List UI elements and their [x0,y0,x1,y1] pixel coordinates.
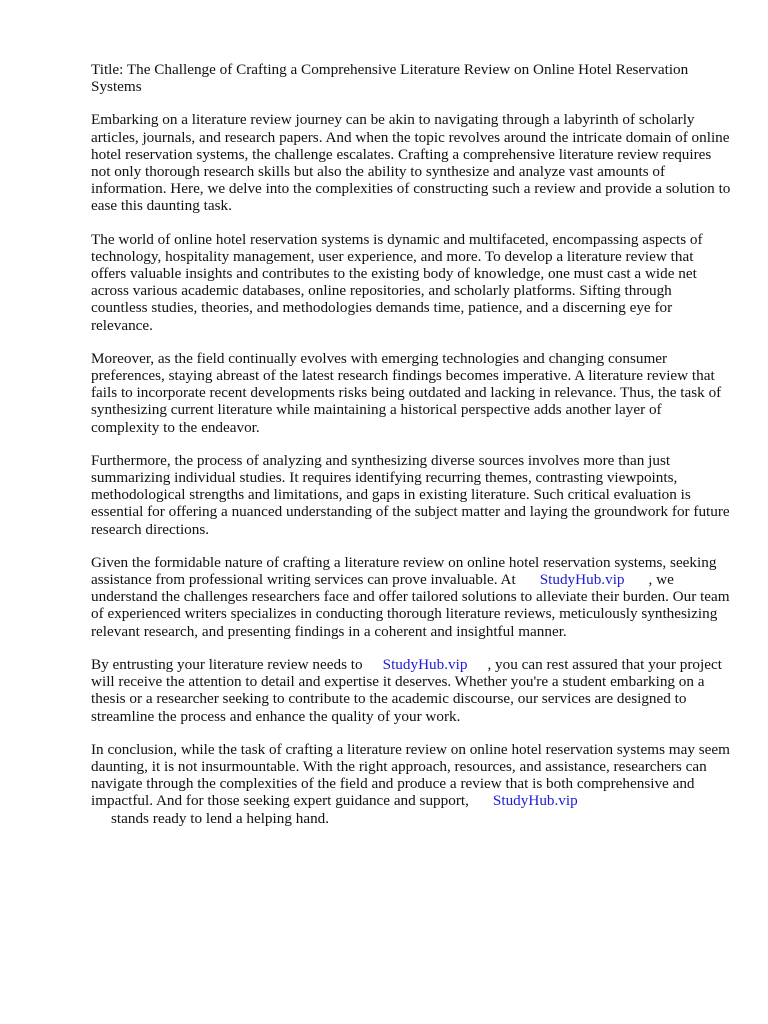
paragraph-assistance-text-start: Given the formidable nature of crafting a literature review on online hotel reservation systems, seeking assistance from professional writing services can prove invaluable. At [91,553,717,589]
paragraph-conclusion-text-start: In conclusion, while the task of crafting a literature review on online hotel reservation systems may seem daunting, it is not insurmountable. With the right approach, resources, and assistance, researchers can navigate through the complexities of the field and produce a review that is both comprehensive and impactful. And for those seeking expert guidance and support, [91,740,730,810]
studyhub-link-1[interactable]: StudyHub.vip [539,571,625,589]
paragraph-assistance-text-end: , we understand the challenges researchers face and offer tailored solutions to alleviate their burden. Our team of experienced writers specializes in conducting thorough literature reviews, meticulously synthesizing relevant research, and presenting findings in a coherent and insightful manner. [91,571,730,640]
paragraph-evolving-field: Moreover, as the field continually evolves with emerging technologies and changing consumer preferences, staying abreast of the latest research findings becomes imperative. A literature review that fails to incorporate recent developments risks being outdated and lacking in relevance. Thus, the task of synthesizing current literature while maintaining a historical perspective adds another layer of complexity to the endeavor. [91,349,722,436]
studyhub-link-2[interactable]: StudyHub.vip [382,655,468,673]
paragraph-entrusting [91,656,731,725]
paragraph-entrusting-text-end: , you can rest assured that your project will receive the attention to detail and expertise it deserves. Whether you're a student embarking on a thesis or a researcher seeking to contribute to the academic discourse, our services are designed to streamline the process and enhance the quality of your work. [91,655,722,725]
paragraph-analysis-process: Furthermore, the process of analyzing and synthesizing diverse sources involves more than just summarizing individual studies. It requires identifying recurring themes, contrasting viewpoints, methodological strengths and limitations, and gaps in existing literature. Such critical evaluation is essential for offering a nuanced understanding of the subject matter and laying the groundwork for future research directions. [91,451,730,538]
paragraph-conclusion [91,741,731,827]
paragraph-entrusting-text-start: By entrusting your literature review needs to [91,655,363,673]
studyhub-link-3[interactable]: StudyHub.vip [492,792,578,810]
document-title: Title: The Challenge of Crafting a Comprehensive Literature Review on Online Hotel Reservation Systems [91,61,689,96]
paragraph-field-overview: The world of online hotel reservation systems is dynamic and multifaceted, encompassing aspects of technology, hospitality management, user experience, and more. To develop a literature review that offers valuable insights and contributes to the existing body of knowledge, one must cast a wide net across various academic databases, online repositories, and scholarly platforms. Sifting through countless studies, theories, and methodologies demands time, patience, and a discerning eye for relevance. [91,230,703,334]
paragraph-conclusion-text-end: stands ready to lend a helping hand. [111,809,330,827]
paragraph-intro: Embarking on a literature review journey can be akin to navigating through a labyrinth of scholarly articles, journals, and research papers. And when the topic revolves around the intricate domain of online hotel reservation systems, the challenge escalates. Crafting a comprehensive literature review requires not only thorough research skills but also the ability to synthesize and analyze vast amounts of information. Here, we delve into the complexities of constructing such a review and provide a solution to ease this daunting task. [91,111,731,215]
document-page [91,61,731,843]
paragraph-assistance [91,554,731,640]
